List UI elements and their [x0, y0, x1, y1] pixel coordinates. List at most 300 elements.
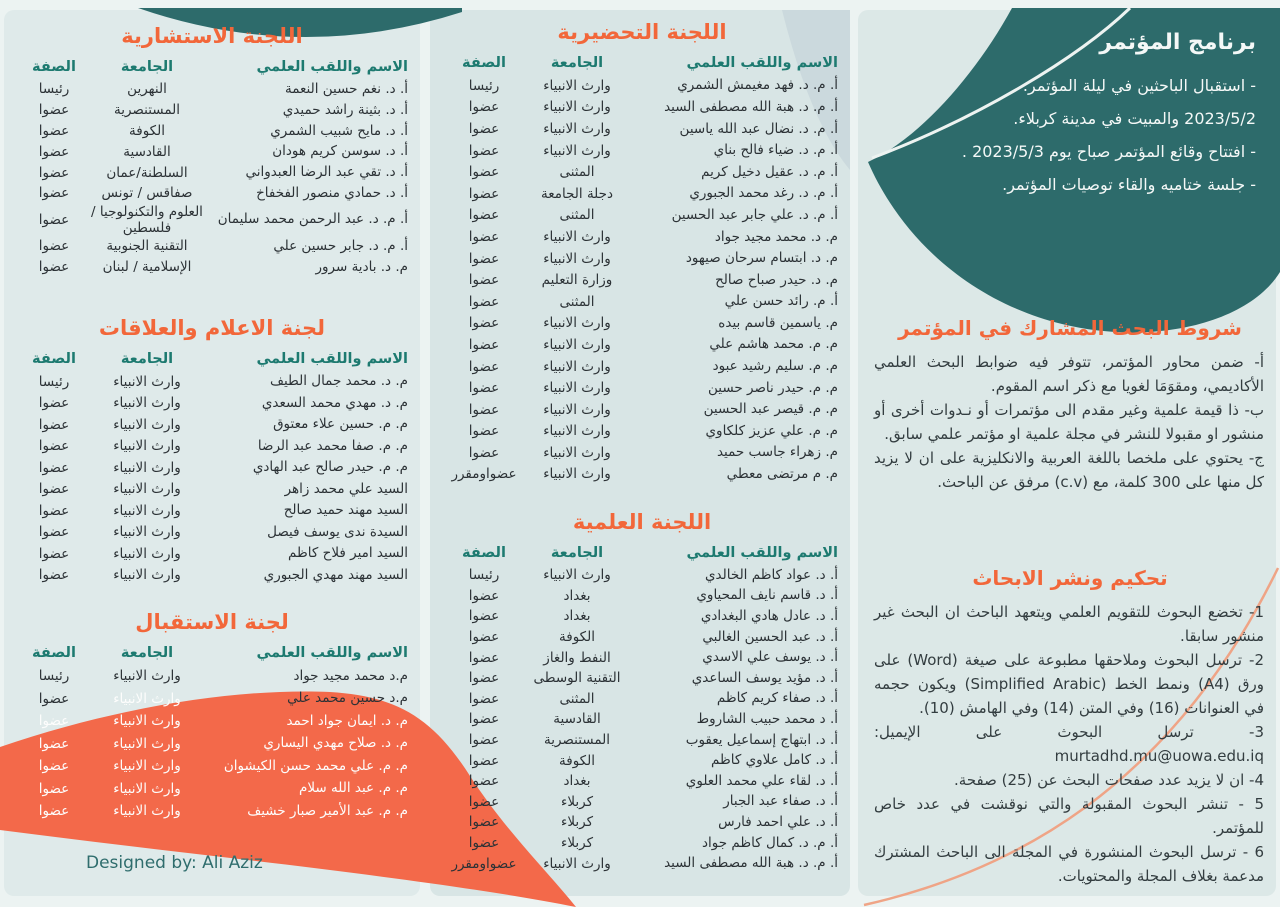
program-lines: [864, 69, 1256, 201]
cell-name: أ. د. صفاء كريم كاظم: [716, 690, 838, 707]
cell-name: م. م. حيدر صالح عبد الهادي: [252, 459, 408, 476]
cell-role: عضوا: [468, 358, 500, 375]
text-line: - جلسة ختاميه والقاء توصيات المؤتمر.: [1002, 175, 1256, 194]
cell-name: م. د. حيدر صباح صالح: [715, 271, 838, 288]
committee-title: اللجنة التحضيرية: [557, 20, 727, 44]
table-row: [448, 792, 838, 813]
cell-name: م. م. حيدر ناصر حسين: [707, 379, 838, 396]
table-row: [18, 755, 408, 778]
cell-university: وارث الانبياء: [543, 423, 611, 440]
table-row: [448, 689, 838, 710]
cell-university: صفاقس / تونس: [101, 185, 193, 202]
table-row: [448, 750, 838, 771]
cell-name: أ. م. د. عقيل دخيل كريم: [701, 163, 838, 180]
cell-university: وارث الانبياء: [113, 459, 181, 476]
committee-title: لجنة الاعلام والعلاقات: [98, 316, 326, 340]
table-row: [448, 709, 838, 730]
table-row: [448, 853, 838, 874]
cell-university: وارث الانبياء: [543, 336, 611, 353]
cell-role: عضوا: [468, 629, 500, 646]
cell-university: وارث الانبياء: [113, 758, 181, 775]
cell-role: رئيسا: [38, 373, 70, 390]
cell-university: وارث الانبياء: [543, 120, 611, 137]
table-row: [448, 226, 838, 248]
cell-university: المثنى: [559, 164, 595, 181]
table-header-row: [0, 641, 424, 665]
cell-name: م. د. محمد جمال الطيف: [269, 373, 408, 390]
text-line: 1- تخضع البحوث للتقويم العلمي ويتعهد الباحث ان البحث غير منشور سابقا.: [874, 603, 1264, 645]
table-row: [448, 421, 838, 443]
cell-role: عضوا: [468, 272, 500, 289]
cell-name: م. م. قيصر عبد الحسين: [703, 401, 838, 418]
cell-name: أ. م. د. هبة الله مصطفى السيد: [664, 855, 838, 872]
cell-name: أ. د. تقي عبد الرضا العبدواني: [245, 164, 408, 181]
cell-university: المثنى: [559, 293, 595, 310]
cell-name: أ. د. علي احمد فارس: [718, 813, 838, 830]
cell-name: السيد مهند حميد صالح: [283, 502, 408, 519]
cell-name: أ. د. بثينة راشد حميدي: [282, 101, 408, 118]
cell-name: م. د. مهدي محمد السعدي: [261, 394, 408, 411]
table-row: [18, 204, 408, 236]
cell-role: عضوا: [468, 250, 500, 267]
cell-name: أ. د. عادل هادي البغدادي: [700, 608, 838, 625]
cell-name: م. د. ايمان جواد احمد: [286, 712, 408, 729]
column-header-name: الاسم واللقب العلمي: [256, 58, 408, 75]
cell-role: عضوا: [468, 401, 500, 418]
column-header-university: الجامعة: [120, 645, 174, 661]
cell-role: عضوا: [38, 258, 70, 275]
column-header-name: الاسم واللقب العلمي: [256, 350, 408, 367]
cell-role: عضوا: [468, 185, 500, 202]
text-line: ج- يحتوي على ملخصا باللغة العربية والانكليزية على ان لا يزيد كل منها على 300 كلمة، مع (c.v) مرفق عن الباحث.: [874, 449, 1264, 491]
column-header-role: الصفة: [462, 545, 506, 561]
cell-university: المستنصرية: [113, 102, 180, 119]
cell-university: وارث الانبياء: [543, 315, 611, 332]
table-row: [448, 161, 838, 183]
cell-university: المثنى: [559, 690, 595, 707]
table-row: [448, 313, 838, 335]
table-row: [448, 97, 838, 119]
cell-role: عضوا: [38, 238, 70, 255]
cell-role: عضوا: [468, 690, 500, 707]
panel-program: [858, 0, 1280, 907]
column-header-university: الجامعة: [120, 59, 174, 75]
cell-name: م. د. بادية سرور: [315, 258, 408, 275]
cell-name: م. م. سليم رشيد عبود: [712, 358, 838, 375]
table-row: [448, 565, 838, 586]
table-row: [448, 140, 838, 162]
cell-university: بغداد: [563, 608, 591, 625]
cell-role: عضوا: [468, 142, 500, 159]
text-line: 4- ان لا يزيد عدد صفحات البحث عن (25) صفحة.: [954, 771, 1264, 789]
table-header-row: [430, 51, 854, 75]
cell-university: وارث الانبياء: [113, 668, 181, 685]
text-line: 2023/5/2 والمبيت في مدينة كربلاء.: [1013, 109, 1256, 128]
cell-name: م. د. محمد مجيد جواد: [714, 228, 838, 245]
cell-role: عضوا: [468, 608, 500, 625]
cell-university: وارث الانبياء: [543, 855, 611, 872]
table-row: [18, 665, 408, 688]
cell-university: وارث الانبياء: [543, 444, 611, 461]
cell-role: عضوا: [468, 336, 500, 353]
cell-university: وارث الانبياء: [113, 567, 181, 584]
cell-role: عضوا: [38, 143, 70, 160]
table-row: [448, 730, 838, 751]
committee-title: لجنة الاستقبال: [135, 610, 289, 634]
cell-name: السيدة ندى يوسف فيصل: [267, 523, 408, 540]
cell-university: وارث الانبياء: [113, 713, 181, 730]
cell-university: وارث الانبياء: [113, 803, 181, 820]
cell-name: أ. د. مايح شبيب الشمري: [270, 122, 408, 139]
text-line: 5 - تنشر البحوث المقبولة والتي نوقشت في عدد خاص للمؤتمر.: [874, 795, 1264, 837]
cell-university: وارث الانبياء: [113, 416, 181, 433]
cell-role: عضوا: [468, 164, 500, 181]
cell-university: وارث الانبياء: [543, 228, 611, 245]
cell-university: الكوفة: [129, 122, 165, 139]
cell-role: عضوا: [38, 122, 70, 139]
cell-role: عضوا: [38, 524, 70, 541]
text-line: - افتتاح وقائع المؤتمر صباح يوم 2023/5/3 .: [961, 142, 1256, 161]
cell-role: عضوا: [38, 803, 70, 820]
cell-role: عضوا: [468, 293, 500, 310]
panel-committees-left: [0, 0, 424, 907]
table-row: [448, 118, 838, 140]
table-row: [448, 668, 838, 689]
cell-name: م. ياسمين قاسم بيده: [718, 314, 838, 331]
cell-name: م. م. محمد هاشم علي: [709, 336, 838, 353]
cell-name: السيد مهند مهدي الجبوري: [263, 566, 408, 583]
table-row: [18, 500, 408, 522]
conference-program: [858, 30, 1280, 201]
cell-university: السلطنة/عمان: [106, 164, 188, 181]
table-row: [448, 442, 838, 464]
program-title: برنامج المؤتمر: [1099, 30, 1256, 55]
cell-university: دجلة الجامعة: [540, 185, 614, 202]
cell-role: رئيسا: [468, 77, 500, 94]
table-row: [18, 688, 408, 711]
cell-name: أ. د. سوسن كريم هودان: [272, 143, 408, 160]
column-header-role: الصفة: [32, 351, 76, 367]
cell-name: م. م. علي عزيز كلكاوي: [705, 422, 838, 439]
table-row: [18, 710, 408, 733]
table-row: [448, 399, 838, 421]
text-line: - استقبال الباحثين في ليلة المؤتمر.: [1022, 76, 1256, 95]
cell-role: عضوا: [468, 814, 500, 831]
publishing-items: [866, 600, 1274, 888]
column-header-name: الاسم واللقب العلمي: [256, 644, 408, 661]
committee-advisory: [0, 24, 424, 277]
committee-rows: [0, 79, 424, 277]
conditions-title: شروط البحث المشارك في المؤتمر: [898, 316, 1242, 340]
cell-name: أ. د. لقاء علي محمد العلوي: [685, 772, 838, 789]
cell-university: وارث الانبياء: [543, 77, 611, 94]
cell-name: السيد امير فلاح كاظم: [288, 545, 408, 562]
table-row: [448, 183, 838, 205]
cell-role: عضوا: [468, 793, 500, 810]
committee-reception: [0, 610, 424, 823]
table-row: [448, 647, 838, 668]
text-line: ب- ذا قيمة علمية وغير مقدم الى مؤتمرات أو نـدوات أخرى أو منشور او مقبولا للنشر في مجلة علمية او مؤتمر علمي سابق.: [874, 401, 1264, 443]
table-row: [448, 205, 838, 227]
cell-university: العلوم والتكنولوجيا / فلسطين: [91, 203, 203, 236]
cell-university: القادسية: [123, 143, 171, 160]
table-row: [18, 733, 408, 756]
table-row: [448, 606, 838, 627]
cell-university: كربلاء: [560, 793, 594, 810]
cell-name: م. م. علي محمد حسن الكيشوان: [223, 757, 408, 774]
cell-university: وارث الانبياء: [113, 395, 181, 412]
section-publishing: [866, 566, 1274, 888]
cell-university: وزارة التعليم: [541, 272, 613, 289]
table-row: [18, 800, 408, 823]
table-row: [18, 79, 408, 100]
committee-scientific: [430, 510, 854, 874]
table-row: [18, 257, 408, 278]
cell-university: وارث الانبياء: [113, 690, 181, 707]
table-header-row: [0, 347, 424, 371]
cell-name: أ. م. د. كمال كاظم جواد: [702, 834, 838, 851]
cell-university: وارث الانبياء: [113, 524, 181, 541]
cell-role: عضوا: [38, 459, 70, 476]
column-header-university: الجامعة: [550, 545, 604, 561]
cell-name: أ. م. رائد حسن علي: [724, 293, 838, 310]
table-header-row: [430, 541, 854, 565]
cell-university: وارث الانبياء: [113, 780, 181, 797]
committee-rows: [430, 565, 854, 874]
table-row: [448, 248, 838, 270]
publishing-title: تحكيم ونشر الابحاث: [972, 566, 1168, 590]
cell-name: أ. د. كامل علاوي كاظم: [711, 752, 838, 769]
table-row: [448, 464, 838, 486]
cell-university: بغداد: [563, 773, 591, 790]
table-row: [448, 75, 838, 97]
cell-university: وارث الانبياء: [543, 401, 611, 418]
column-header-name: الاسم واللقب العلمي: [686, 544, 838, 561]
cell-role: عضوا: [38, 780, 70, 797]
cell-name: م. م. عبد الأمير صبار خشيف: [247, 802, 408, 819]
cell-university: وارث الانبياء: [113, 545, 181, 562]
cell-role: عضوا: [38, 690, 70, 707]
cell-university: القادسية: [553, 711, 601, 728]
cell-university: وارث الانبياء: [543, 466, 611, 483]
cell-role: عضوا: [468, 752, 500, 769]
cell-name: م. د. صلاح مهدي اليساري: [263, 735, 408, 752]
column-header-role: الصفة: [462, 55, 506, 71]
cell-role: عضوا: [38, 164, 70, 181]
table-row: [448, 586, 838, 607]
cell-university: وارث الانبياء: [113, 502, 181, 519]
cell-role: عضوا: [468, 835, 500, 852]
table-row: [448, 334, 838, 356]
cell-university: التقنية الوسطى: [533, 670, 621, 687]
cell-name: م. زهراء جاسب حميد: [716, 444, 838, 461]
cell-role: عضوا: [38, 395, 70, 412]
text-line: 2- ترسل البحوث وملاحقها مطبوعة على صيغة (Word) على ورق (A4) ونمط الخط (Simplified Arabic) ويكون حجمه في العنوانات (16) وفي المتن (14) وفي الهامش (10).: [874, 651, 1265, 717]
cell-role: عضوا: [38, 758, 70, 775]
cell-name: أ. م. د. ضياء فالح بناي: [713, 142, 838, 159]
cell-role: عضواومقرر: [451, 855, 517, 872]
cell-name: أ. د. عواد كاظم الخالدي: [704, 566, 838, 583]
committee-media-relations: [0, 316, 424, 586]
cell-university: وارث الانبياء: [113, 373, 181, 390]
cell-name: أ. د. صفاء عبد الجبار: [723, 793, 838, 810]
cell-name: أ. د. يوسف علي الاسدي: [702, 649, 838, 666]
cell-name: أ. م. د. جابر حسين علي: [273, 237, 408, 254]
cell-name: أ. م. د. نضال عبد الله ياسين: [679, 120, 838, 137]
cell-name: أ. د. حمادي منصور الفخفاخ: [256, 184, 408, 201]
table-row: [448, 356, 838, 378]
table-row: [448, 627, 838, 648]
cell-role: عضوا: [38, 185, 70, 202]
cell-university: المستنصرية: [543, 732, 610, 749]
cell-role: عضوا: [468, 587, 500, 604]
text-line: 3- ترسل البحوث على الإيميل: murtadhd.mu@uowa.edu.iq: [874, 723, 1264, 765]
cell-name: أ. د محمد حبيب الشاروط: [696, 711, 838, 727]
cell-role: رئيسا: [38, 81, 70, 98]
cell-university: وارث الانبياء: [543, 380, 611, 397]
cell-name: أ. د. قاسم نايف المحياوي: [696, 587, 838, 604]
section-conditions: [866, 316, 1274, 494]
cell-role: عضوا: [38, 481, 70, 498]
table-header-row: [0, 55, 424, 79]
cell-university: وارث الانبياء: [543, 99, 611, 116]
cell-university: كربلاء: [560, 835, 594, 852]
cell-name: أ. م. د. رغد محمد الجبوري: [689, 185, 838, 202]
table-row: [448, 833, 838, 854]
cell-university: وارث الانبياء: [543, 250, 611, 267]
table-row: [18, 371, 408, 393]
cell-university: النهرين: [127, 81, 167, 98]
cell-university: الكوفة: [559, 752, 595, 769]
cell-name: أ. م. د. فهد مغيمش الشمري: [677, 77, 838, 94]
cell-role: عضوا: [468, 444, 500, 461]
table-row: [18, 414, 408, 436]
table-row: [18, 100, 408, 121]
cell-role: عضوا: [468, 711, 500, 728]
committee-title: اللجنة الاستشارية: [121, 24, 303, 48]
cell-role: عضوا: [468, 228, 500, 245]
cell-name: أ. د. عبد الحسين الغالبي: [702, 628, 838, 645]
cell-role: عضوا: [38, 735, 70, 752]
cell-university: الإسلامية / لبنان: [102, 258, 192, 275]
table-row: [18, 236, 408, 257]
table-row: [18, 436, 408, 458]
cell-university: وارث الانبياء: [543, 358, 611, 375]
column-header-role: الصفة: [32, 645, 76, 661]
cell-role: عضوا: [468, 315, 500, 332]
table-row: [18, 778, 408, 801]
table-row: [448, 377, 838, 399]
cell-university: وارث الانبياء: [113, 735, 181, 752]
cell-role: رئيسا: [468, 567, 500, 584]
cell-role: عضوا: [38, 416, 70, 433]
cell-role: عضوا: [38, 102, 70, 119]
table-row: [448, 812, 838, 833]
cell-role: عضوا: [468, 207, 500, 224]
cell-role: عضوا: [38, 502, 70, 519]
committee-rows: [0, 665, 424, 823]
panel-committees-middle: [430, 0, 854, 907]
cell-name: أ. د. مؤيد يوسف الساعدي: [691, 669, 838, 686]
table-row: [448, 771, 838, 792]
cell-role: عضوا: [468, 773, 500, 790]
cell-name: م. م. حسين علاء معتوق: [273, 416, 408, 433]
cell-role: عضوا: [468, 670, 500, 687]
cell-role: عضوا: [38, 438, 70, 455]
cell-university: النفط والغاز: [543, 649, 611, 666]
cell-university: كربلاء: [560, 814, 594, 831]
committee-rows: [430, 75, 854, 485]
table-row: [18, 543, 408, 565]
table-row: [18, 141, 408, 162]
table-row: [18, 479, 408, 501]
cell-role: عضوا: [468, 120, 500, 137]
column-header-role: الصفة: [32, 59, 76, 75]
cell-role: عضوا: [38, 211, 70, 228]
cell-name: م. م مرتضى معطي: [726, 466, 838, 483]
cell-name: م.د حسين محمد علي: [287, 690, 408, 707]
cell-university: وارث الانبياء: [543, 567, 611, 584]
text-line: أ- ضمن محاور المؤتمر، تتوفر فيه ضوابط البحث العلمي الأكاديمي، ومقوَمَا لغويا مع ذكر اسم المقوم.: [874, 353, 1264, 395]
committee-rows: [0, 371, 424, 586]
cell-name: أ. د. نغم حسين النعمة: [285, 80, 408, 97]
table-row: [18, 565, 408, 587]
table-row: [18, 121, 408, 142]
table-row: [448, 269, 838, 291]
cell-name: م. م. عبد الله سلام: [299, 780, 408, 797]
column-header-university: الجامعة: [120, 351, 174, 367]
designer-credit: Designed by: Ali Aziz: [86, 853, 263, 873]
cell-role: عضوا: [468, 380, 500, 397]
table-row: [18, 162, 408, 183]
cell-name: أ. د. ابتهاج إسماعيل يعقوب: [685, 731, 838, 748]
cell-name: أ. م. د. عبد الرحمن محمد سليمان: [217, 211, 408, 228]
table-row: [18, 457, 408, 479]
cell-university: بغداد: [563, 587, 591, 604]
conditions-items: [866, 350, 1274, 494]
cell-role: عضوا: [468, 649, 500, 666]
cell-role: عضوا: [38, 713, 70, 730]
cell-role: عضوا: [468, 99, 500, 116]
cell-role: عضوا: [38, 567, 70, 584]
cell-name: م. م. صفا محمد عبد الرضا: [257, 437, 408, 454]
cell-role: عضواومقرر: [451, 466, 517, 483]
cell-name: أ. م. د. علي جابر عبد الحسين: [671, 206, 838, 223]
cell-university: وارث الانبياء: [543, 142, 611, 159]
column-header-university: الجامعة: [550, 55, 604, 71]
cell-name: السيد علي محمد زاهر: [284, 480, 408, 497]
cell-university: التقنية الجنوبية: [106, 238, 188, 255]
cell-role: عضوا: [468, 732, 500, 749]
committee-preparatory: [430, 20, 854, 485]
cell-university: وارث الانبياء: [113, 438, 181, 455]
cell-university: الكوفة: [559, 629, 595, 646]
cell-name: م.د محمد مجيد جواد: [293, 667, 408, 684]
cell-university: وارث الانبياء: [113, 481, 181, 498]
cell-role: عضوا: [468, 423, 500, 440]
cell-university: المثنى: [559, 207, 595, 224]
committee-title: اللجنة العلمية: [572, 510, 712, 534]
cell-role: رئيسا: [38, 668, 70, 685]
table-row: [448, 291, 838, 313]
text-line: 6 - ترسل البحوث المنشورة في المجلة الى الباحث المشترك مدعمة بغلاف المجلة والمحتويات.: [874, 843, 1264, 885]
table-row: [18, 183, 408, 204]
cell-name: م. د. ابتسام سرحان صيهود: [685, 250, 838, 267]
table-row: [18, 393, 408, 415]
cell-role: عضوا: [38, 545, 70, 562]
table-row: [18, 522, 408, 544]
cell-name: أ. م. د. هبة الله مصطفى السيد: [664, 98, 838, 115]
